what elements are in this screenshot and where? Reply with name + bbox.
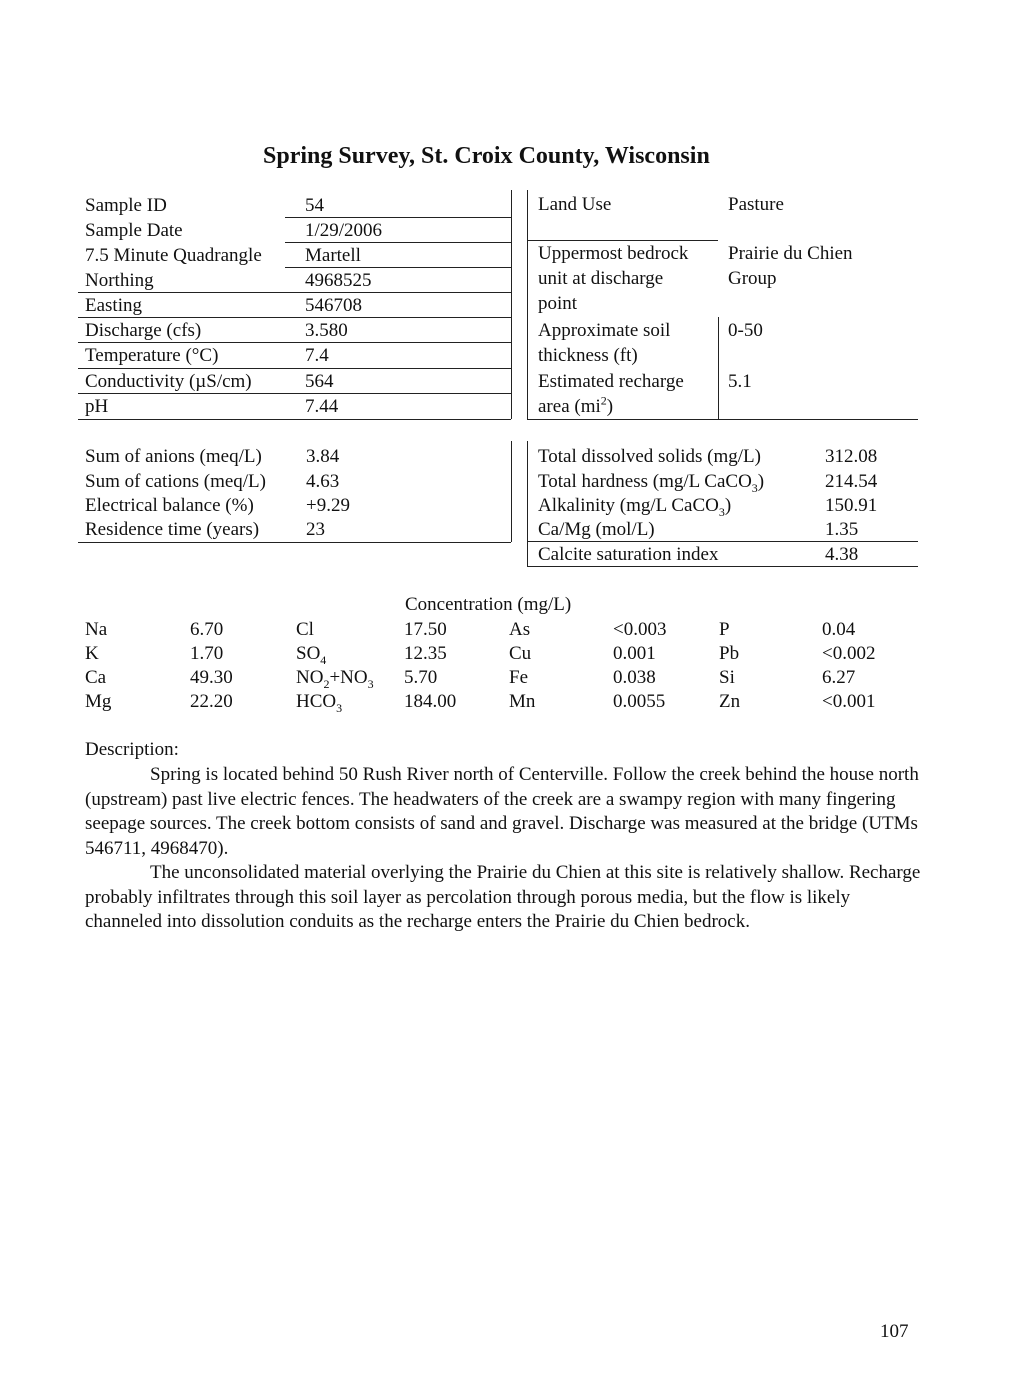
table-rule bbox=[78, 542, 511, 543]
land-use-value: Pasture bbox=[728, 194, 784, 215]
table-rule bbox=[527, 441, 528, 567]
table-rule bbox=[527, 240, 718, 241]
table-rule bbox=[78, 292, 511, 293]
element-value: <0.001 bbox=[822, 691, 876, 712]
csi-label: Calcite saturation index bbox=[538, 544, 719, 565]
element-value: 1.70 bbox=[190, 643, 224, 664]
table-rule bbox=[78, 317, 511, 318]
element-name: Cu bbox=[509, 643, 532, 664]
soil-label: Approximate soil bbox=[538, 320, 671, 341]
compound-value: 12.35 bbox=[404, 643, 447, 664]
site-label: Temperature (°C) bbox=[85, 345, 219, 366]
site-label: Easting bbox=[85, 295, 142, 316]
table-rule bbox=[78, 419, 511, 420]
balance-value: 4.63 bbox=[306, 471, 340, 492]
element-name: P bbox=[719, 619, 730, 640]
tds-label: Total dissolved solids (mg/L) bbox=[538, 446, 761, 467]
description-paragraph: Spring is located behind 50 Rush River north of Centerville. Follow the creek behind the house north (upstream) past live electric fences. The headwaters of the creek are a swampy region with many fingering seepage sources. The creek bottom consists of sand and gravel. Discharge was measured at the bridge (UTMs 546711, 4968470). bbox=[85, 764, 919, 859]
site-value: 3.580 bbox=[305, 320, 348, 341]
compound-name: $HCO_3$ bbox=[296, 691, 343, 715]
balance-value: +9.29 bbox=[306, 495, 350, 516]
compound-name: Cl bbox=[296, 619, 314, 640]
table-rule bbox=[718, 317, 719, 419]
concentration-header: Concentration (mg/L) bbox=[405, 594, 572, 615]
element-name: K bbox=[85, 643, 99, 664]
balance-label: Sum of anions (meq/L) bbox=[85, 446, 262, 467]
table-rule bbox=[527, 419, 918, 420]
element-value: 49.30 bbox=[190, 667, 233, 688]
table-rule bbox=[285, 242, 511, 243]
land-use-label: Land Use bbox=[538, 194, 612, 215]
table-rule bbox=[527, 190, 528, 419]
recharge-label: Estimated recharge bbox=[538, 371, 684, 392]
balance-value: 23 bbox=[306, 519, 325, 540]
element-value: 6.27 bbox=[822, 667, 856, 688]
table-rule bbox=[78, 342, 511, 343]
site-value: 7.4 bbox=[305, 345, 329, 366]
site-label: Sample Date bbox=[85, 220, 183, 241]
element-name: Mn bbox=[509, 691, 536, 712]
table-rule bbox=[285, 267, 511, 268]
tds-value: 312.08 bbox=[825, 446, 878, 467]
element-value: 0.04 bbox=[822, 619, 856, 640]
element-value: 22.20 bbox=[190, 691, 233, 712]
alkalinity-label: Alkalinity (mg/L CaCO$_3$) bbox=[538, 495, 732, 519]
bedrock-label: unit at discharge bbox=[538, 268, 664, 289]
site-value: 7.44 bbox=[305, 396, 339, 417]
soil-label: thickness (ft) bbox=[538, 345, 638, 366]
compound-value: 5.70 bbox=[404, 667, 438, 688]
soil-value: 0-50 bbox=[728, 320, 763, 341]
compound-name: $SO_4$ bbox=[296, 643, 327, 667]
csi-value: 4.38 bbox=[825, 544, 859, 565]
bedrock-label: Uppermost bedrock bbox=[538, 243, 689, 264]
element-value: 6.70 bbox=[190, 619, 224, 640]
description-paragraph: The unconsolidated material overlying the Prairie du Chien at this site is relatively shallow. Recharge probably infiltrates through this soil layer as percolation through porous media, but the flow is likely channeled into dissolution conduits as the recharge enters the Prairie du Chien bedrock. bbox=[85, 862, 921, 932]
balance-label: Electrical balance (%) bbox=[85, 495, 254, 516]
element-name: As bbox=[509, 619, 531, 640]
site-value: 54 bbox=[305, 195, 324, 216]
element-name: Mg bbox=[85, 691, 112, 712]
element-name: Na bbox=[85, 619, 108, 640]
site-label: 7.5 Minute Quadrangle bbox=[85, 245, 262, 266]
site-label: Conductivity (µS/cm) bbox=[85, 371, 252, 392]
recharge-label: area $(mi^2)$ bbox=[538, 393, 614, 417]
site-label: pH bbox=[85, 396, 109, 417]
element-value: <0.003 bbox=[613, 619, 667, 640]
site-label: Sample ID bbox=[85, 195, 167, 216]
site-value: Martell bbox=[305, 245, 361, 266]
element-value: 0.038 bbox=[613, 667, 656, 688]
recharge-value: 5.1 bbox=[728, 371, 752, 392]
site-value: 546708 bbox=[305, 295, 362, 316]
table-rule bbox=[511, 441, 512, 542]
site-value: 1/29/2006 bbox=[305, 220, 383, 241]
balance-label: Residence time (years) bbox=[85, 519, 260, 540]
alkalinity-value: 150.91 bbox=[825, 495, 878, 516]
page-title: Spring Survey, St. Croix County, Wisconsin bbox=[263, 143, 710, 169]
page-number: 107 bbox=[880, 1321, 909, 1342]
table-rule bbox=[527, 541, 918, 542]
element-name: Pb bbox=[719, 643, 740, 664]
bedrock-label: point bbox=[538, 293, 578, 314]
balance-label: Sum of cations (meq/L) bbox=[85, 471, 266, 492]
site-value: 4968525 bbox=[305, 270, 372, 291]
bedrock-value: Prairie du Chien bbox=[728, 243, 853, 264]
table-rule bbox=[78, 393, 511, 394]
element-value: 0.0055 bbox=[613, 691, 666, 712]
compound-value: 17.50 bbox=[404, 619, 447, 640]
element-value: 0.001 bbox=[613, 643, 656, 664]
table-rule bbox=[285, 217, 511, 218]
element-name: Fe bbox=[509, 667, 528, 688]
compound-name: $NO_2+NO_3$ bbox=[296, 667, 374, 691]
balance-value: 3.84 bbox=[306, 446, 340, 467]
table-rule bbox=[511, 190, 512, 419]
element-name: Si bbox=[719, 667, 735, 688]
site-value: 564 bbox=[305, 371, 334, 392]
camg-label: Ca/Mg (mol/L) bbox=[538, 519, 655, 540]
camg-value: 1.35 bbox=[825, 519, 859, 540]
site-label: Northing bbox=[85, 270, 154, 291]
hardness-value: 214.54 bbox=[825, 471, 878, 492]
table-rule bbox=[527, 566, 918, 567]
description-heading: Description: bbox=[85, 739, 179, 760]
element-name: Ca bbox=[85, 667, 107, 688]
hardness-label: Total hardness (mg/L CaCO$_3$) bbox=[538, 471, 765, 495]
compound-value: 184.00 bbox=[404, 691, 457, 712]
site-label: Discharge (cfs) bbox=[85, 320, 202, 341]
table-rule bbox=[78, 368, 511, 369]
bedrock-value: Group bbox=[728, 268, 777, 289]
element-name: Zn bbox=[719, 691, 741, 712]
element-value: <0.002 bbox=[822, 643, 876, 664]
